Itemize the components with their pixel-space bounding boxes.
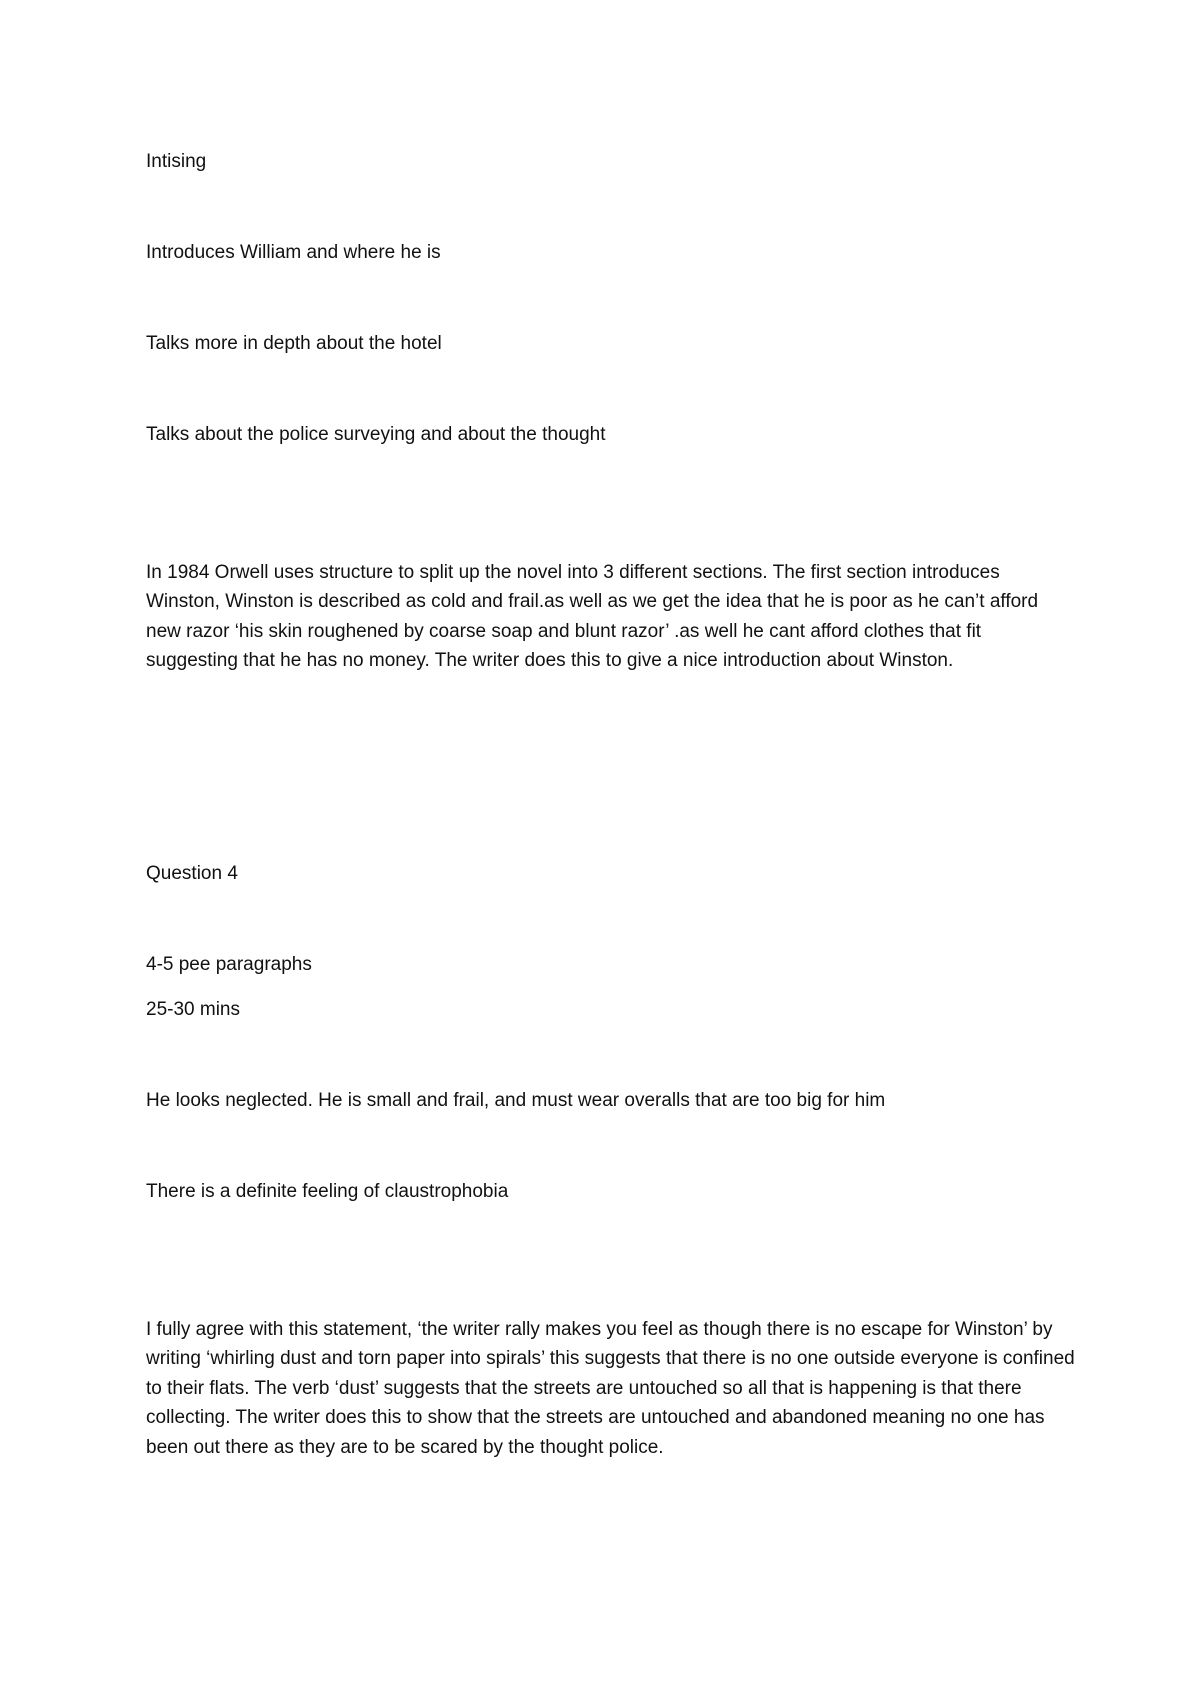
note-hotel: Talks more in depth about the hotel [146, 333, 442, 354]
paragraph-structure: In 1984 Orwell uses structure to split up the novel into 3 different sections. The first section introduces Winston, Winston is described as cold and frail.as well as we get the idea that he is poor as he can’t afford new razor ‘his skin roughened by coarse soap and blunt razor’ .as well he cant afford clothes that fit suggesting that he has no money. The writer does this to give a nice introduction about Winston. [146, 562, 1039, 672]
question-heading: Question 4 [146, 863, 238, 884]
note-police: Talks about the police surveying and about the thought [146, 424, 606, 445]
note-introduces-william: Introduces William and where he is [146, 242, 441, 263]
note-time: 25-30 mins [146, 999, 240, 1020]
note-claustrophobia: There is a definite feeling of claustrophobia [146, 1181, 509, 1202]
note-neglected: He looks neglected. He is small and frail, and must wear overalls that are too big for him [146, 1090, 886, 1111]
paragraph-agreement: I fully agree with this statement, ‘the writer rally makes you feel as though there is no escape for Winston’ by writing ‘whirling dust and torn paper into spirals’ this suggests that there is no one outside everyone is confined to their flats. The verb ‘dust’ suggests that the streets are untouched so all that is happening is that there collecting. The writer does this to show that the streets are untouched and abandoned meaning no one has been out there as they are to be scared by the thought police. [146, 1319, 1075, 1458]
heading-intising: Intising [146, 151, 207, 172]
note-paragraph-count: 4-5 pee paragraphs [146, 954, 312, 975]
